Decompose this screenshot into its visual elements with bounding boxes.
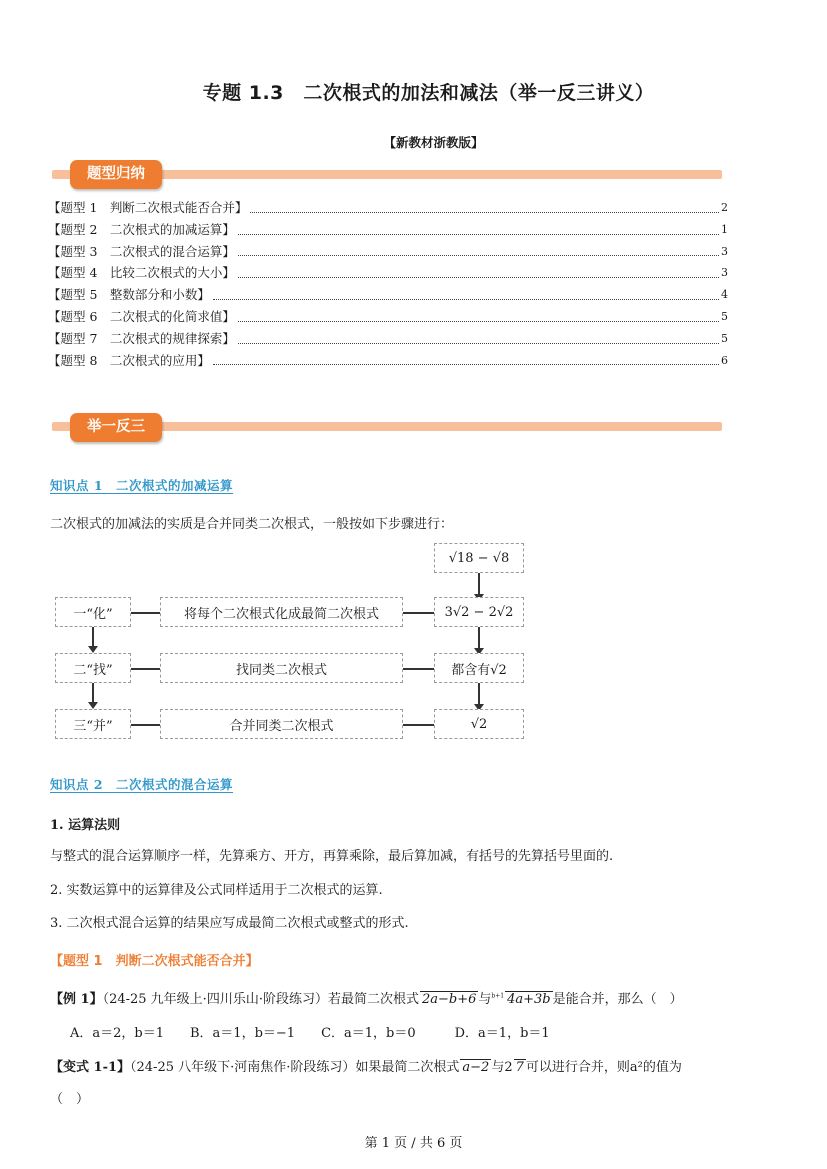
rule-1-title: 1. 运算法则 (50, 818, 121, 833)
arrow-down (478, 683, 480, 705)
arrow-down (478, 573, 480, 595)
section-tab-toc: 题型归纳 (70, 160, 162, 189)
step-example-hua: 3√2 − 2√2 (434, 597, 524, 627)
variant-1-1-answer-paren: （ ） (50, 1092, 90, 1107)
rule-2-text: 2. 实数运算中的运算律及公式同样适用于二次根式的运算. (50, 883, 383, 898)
radical: a−2 (462, 1060, 490, 1075)
connector-line (403, 612, 434, 614)
example-1-options: A．a＝2，b＝1 B．a＝1，b＝−1 C．a＝1，b＝0 D．a＝1，b＝1 (70, 1026, 550, 1041)
connector-line (131, 612, 160, 614)
example-1: 【例 1】（24-25 九年级上·四川乐山·阶段练习）若最简二次根式 2a−b+6 与$^{b+1}$ 4a+3b 是能合并，那么（ ） (50, 992, 683, 1007)
toc-item[interactable]: 【题型 6 二次根式的化简求值】 5 (48, 306, 728, 328)
arrow-down (478, 627, 480, 649)
connector-line (403, 724, 434, 726)
arrow-down (92, 683, 94, 703)
edition-label: 【新教材浙教版】 (383, 135, 484, 150)
step-name-hua: 一“化” (55, 597, 131, 627)
step-desc-zhao: 找同类二次根式 (160, 653, 403, 683)
toc-item[interactable]: 【题型 8 二次根式的应用】 6 (48, 350, 728, 372)
step-name-zhao: 二“找” (55, 653, 131, 683)
page-title: 专题 1.3 二次根式的加法和减法（举一反三讲义） (202, 82, 655, 104)
variant-1-1: 【变式 1-1】（24-25 八年级下·河南焦作·阶段练习）如果最简二次根式 a−2 与2 7 可以进行合并，则a²的值为 (50, 1060, 682, 1075)
page-footer: 第 1 页 / 共 6 页 (364, 1136, 463, 1151)
step-example-zhao: 都含有√2 (434, 653, 524, 683)
radical: 2a−b+6 (421, 992, 477, 1007)
knowledge-point-1-heading: 知识点 1 二次根式的加减运算 (50, 478, 234, 493)
toc-item[interactable]: 【题型 5 整数部分和小数】 4 (48, 284, 728, 306)
connector-line (131, 724, 160, 726)
toc-item[interactable]: 【题型 3 二次根式的混合运算】 3 (48, 241, 728, 263)
knowledge-point-1-intro: 二次根式的加减法的实质是合并同类二次根式，一般按如下步骤进行： (50, 517, 454, 532)
arrow-down (92, 627, 94, 647)
toc-item[interactable]: 【题型 4 比较二次根式的大小】 3 (48, 262, 728, 284)
radical: 4a+3b (507, 992, 551, 1007)
toc-item[interactable]: 【题型 2 二次根式的加减运算】 1 (48, 219, 728, 241)
rule-3-text: 3. 二次根式混合运算的结果应写成最简二次根式或整式的形式. (50, 916, 409, 931)
step-desc-hua: 将每个二次根式化成最简二次根式 (160, 597, 403, 627)
step-example-bing: √2 (434, 709, 524, 739)
section-tab-main: 举一反三 (70, 413, 162, 442)
step-name-bing: 三“并” (55, 709, 131, 739)
knowledge-point-2-heading: 知识点 2 二次根式的混合运算 (50, 777, 234, 792)
table-of-contents (48, 197, 728, 371)
rule-1-text: 与整式的混合运算顺序一样，先算乘方、开方，再算乘除，最后算加减，有括号的先算括号里面的. (50, 849, 614, 864)
question-type-1-heading: 【题型 1 判断二次根式能否合并】 (50, 954, 259, 969)
connector-line (131, 668, 160, 670)
toc-item[interactable]: 【题型 1 判断二次根式能否合并】 2 (48, 197, 728, 219)
connector-line (403, 668, 434, 670)
step-desc-bing: 合并同类二次根式 (160, 709, 403, 739)
toc-item[interactable]: 【题型 7 二次根式的规律探索】 5 (48, 328, 728, 350)
radical: 7 (515, 1060, 524, 1075)
example-box-top: √18 − √8 (434, 543, 524, 573)
